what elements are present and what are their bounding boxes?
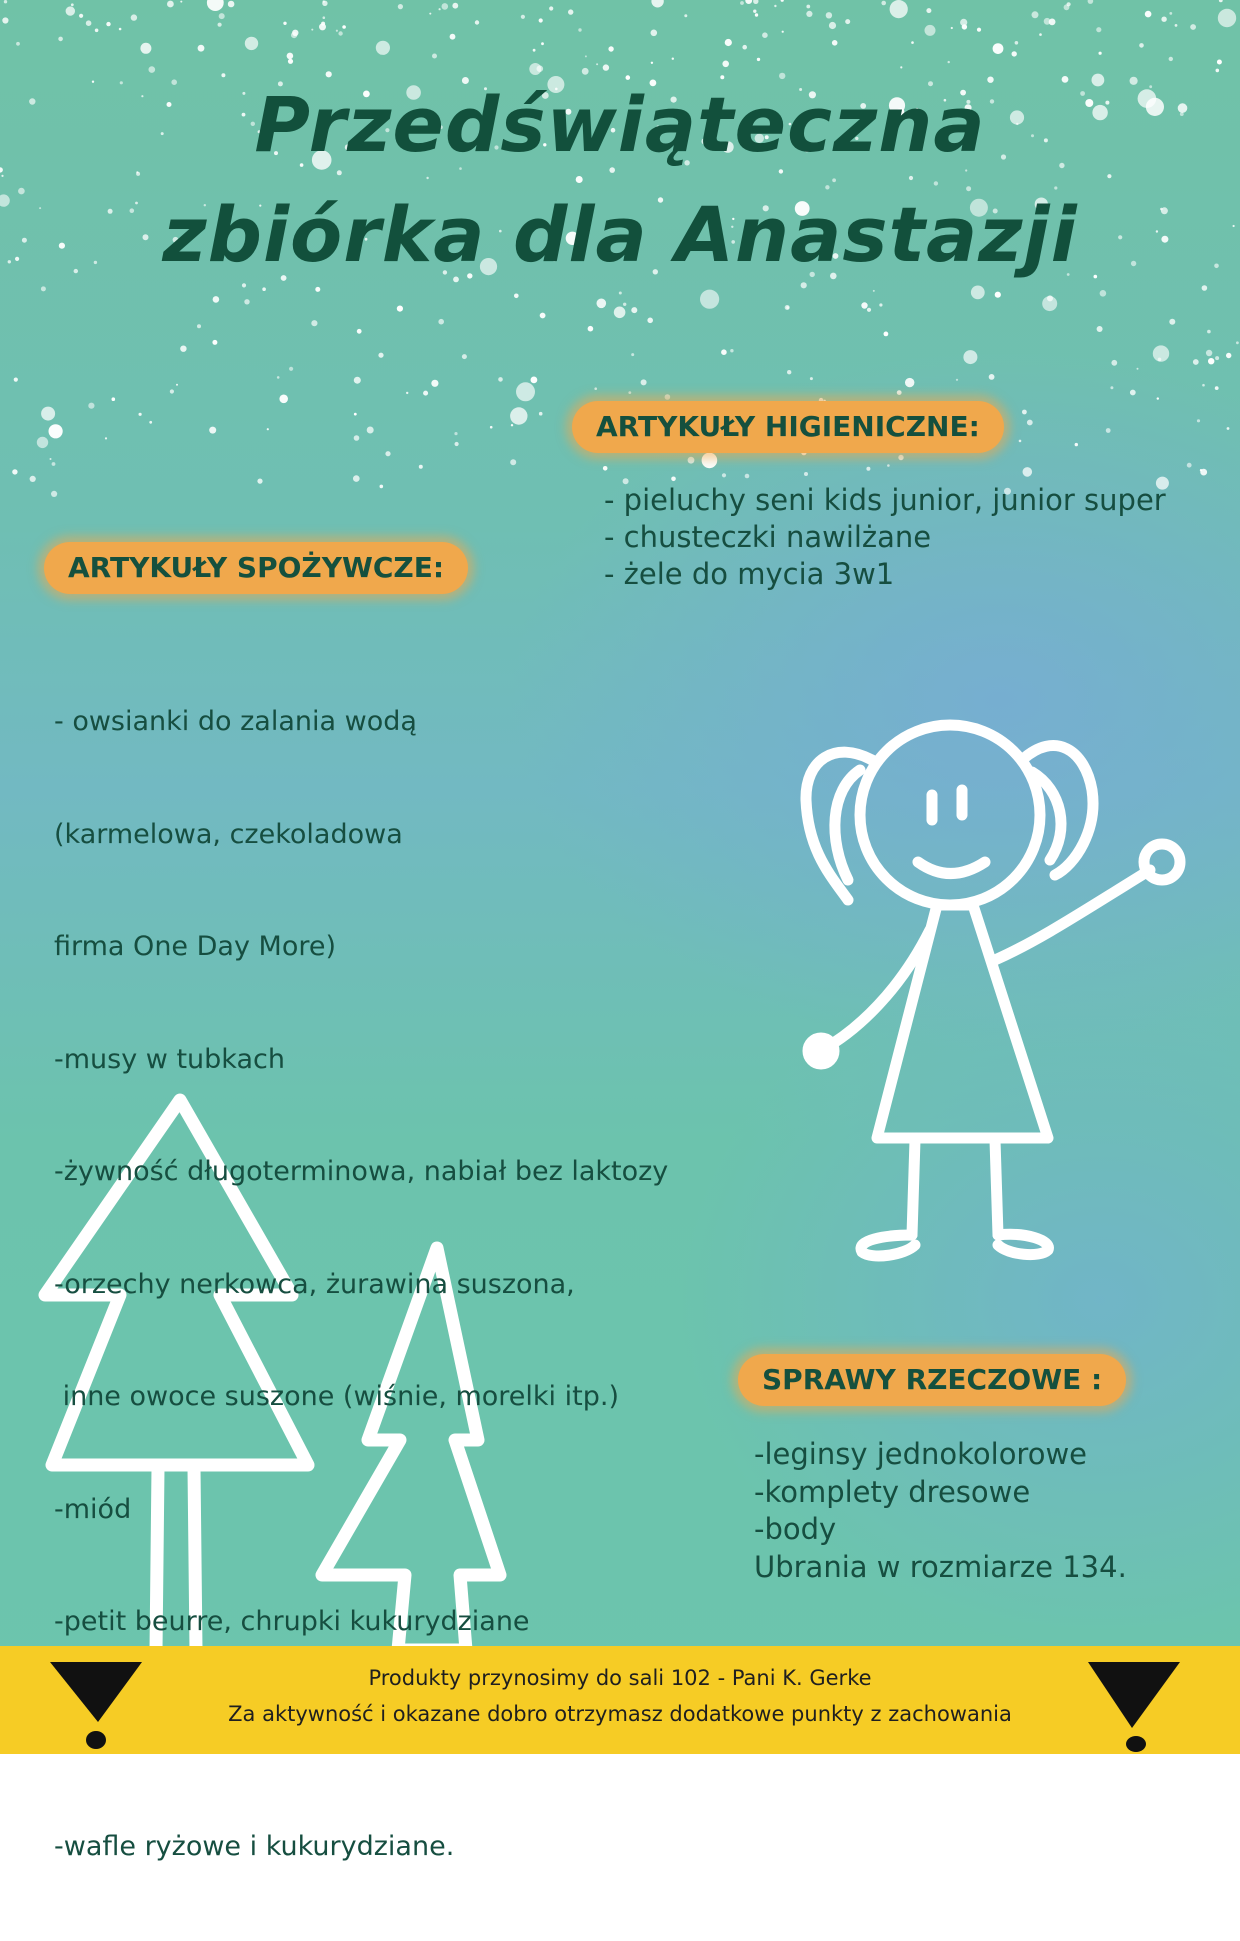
list-item: - chusteczki nawilżane <box>604 520 932 554</box>
hygiene-list <box>604 482 1166 593</box>
footer-banner <box>0 1646 1240 1754</box>
poster-title-line-2: zbiórka dla Anastazji <box>162 190 1078 279</box>
poster-title-line-1: Przedświąteczna <box>254 80 986 169</box>
things-list <box>754 1436 1127 1586</box>
footer-line-1: Produkty przynosimy do sali 102 - Pani K. Gerke <box>368 1666 872 1690</box>
list-item: firma One Day More) <box>54 931 336 962</box>
things-heading: SPRAWY RZECZOWE : <box>738 1354 1126 1406</box>
list-item: - owsianki do zalania wodą <box>54 706 417 737</box>
list-item: -petit beurre, chrupki kukurydziane <box>54 1606 530 1637</box>
list-item: -musy w tubkach <box>54 1043 285 1075</box>
food-heading: ARTYKUŁY SPOŻYWCZE: <box>44 542 468 594</box>
list-item: - pieluchy seni kids junior, junior super <box>604 483 1166 517</box>
hygiene-heading: ARTYKUŁY HIGIENICZNE: <box>572 401 1004 453</box>
list-item: inne owoce suszone (wiśnie, morelki itp.) <box>54 1381 619 1412</box>
girl-stick-figure-icon <box>806 725 1180 1256</box>
list-item: - żele do mycia 3w1 <box>604 557 895 591</box>
list-item: Ubrania w rozmiarze 134. <box>754 1549 1127 1584</box>
list-item: -żywność długoterminowa, nabiał bez laktozy <box>54 1156 669 1187</box>
list-item: -wafle ryżowe i kukurydziane. <box>54 1831 455 1862</box>
list-item: -leginsy jednokolorowe <box>754 1437 1088 1471</box>
list-item: -body <box>754 1512 837 1546</box>
warning-icon <box>1084 1658 1184 1754</box>
list-item: -orzechy nerkowca, żurawina suszona, <box>54 1268 575 1300</box>
footer-line-2: Za aktywność i okazane dobro otrzymasz dodatkowe punkty z zachowania <box>228 1702 1012 1726</box>
list-item: (karmelowa, czekoladowa <box>54 818 403 850</box>
list-item: -komplety dresowe <box>754 1474 1031 1509</box>
warning-icon <box>46 1658 146 1754</box>
list-item: -miód <box>54 1493 132 1525</box>
